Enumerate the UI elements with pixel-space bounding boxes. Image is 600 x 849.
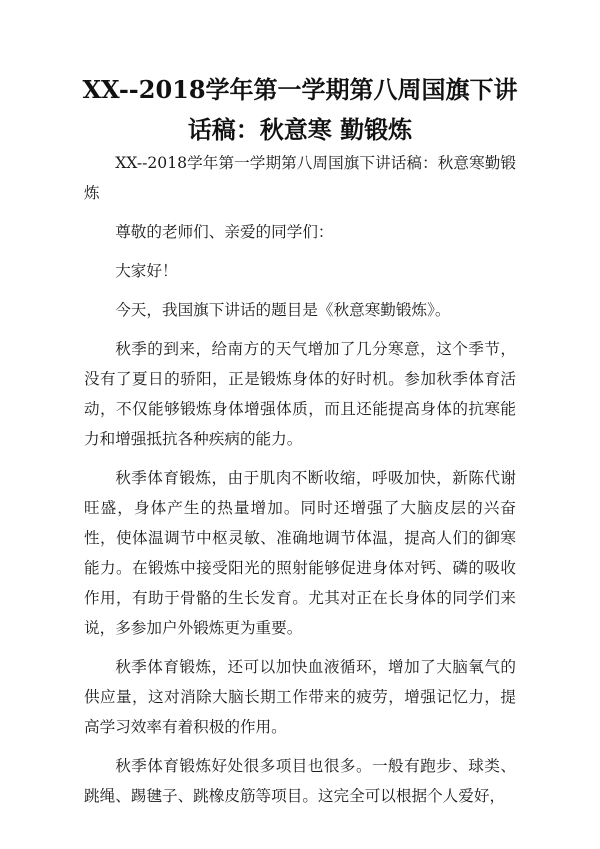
document-body: [84, 148, 516, 820]
paragraph-salutation: 尊敬的老师们、亲爱的同学们：: [115, 223, 334, 241]
title-line-1: XX--2018学年第一学期第八周国旗下讲: [82, 75, 518, 104]
paragraph-body-benefits: 秋季体育锻炼，由于肌肉不断收缩，呼吸加快，新陈代谢旺盛，身体产生的热量增加。同时还增强了大脑皮层的兴奋性，使体温调节中枢灵敏、准确地调节体温，提高人们的御寒能力。在锻炼中接受阳光的照射能够促进身体对钙、磷的吸收作用，有助于骨骼的生长发育。尤其对正在长身体的同学们来说，多参加户外锻炼更为重要。: [84, 469, 516, 637]
paragraph-subtitle: XX--2018学年第一学期第八周国旗下讲话稿：秋意寒勤锻炼: [84, 154, 516, 202]
paragraph-exercise-items: 秋季体育锻炼好处很多项目也很多。一般有跑步、球类、跳绳、踢毽子、跳橡皮筋等项目。这完全可以根据个人爱好，: [84, 757, 516, 805]
paragraph-brain-benefits: 秋季体育锻炼，还可以加快血液循环，增加了大脑氧气的供应量，这对消除大脑长期工作带来的疲劳，增强记忆力，提高学习效率有着积极的作用。: [84, 658, 516, 736]
paragraph-greeting: 大家好！: [115, 262, 178, 280]
paragraph-autumn-intro: 秋季的到来，给南方的天气增加了几分寒意，这个季节，没有了夏日的骄阳，正是锻炼身体的好时机。参加秋季体育活动，不仅能够锻炼身体增强体质，而且还能提高身体的抗寒能力和增强抵抗各种疾病的能力。: [84, 340, 516, 448]
paragraph-topic: 今天，我国旗下讲话的题目是《秋意寒勤锻炼》。: [115, 301, 451, 319]
document-title: [70, 70, 530, 150]
title-line-2: 话稿：秋意寒 勤锻炼: [187, 115, 413, 144]
